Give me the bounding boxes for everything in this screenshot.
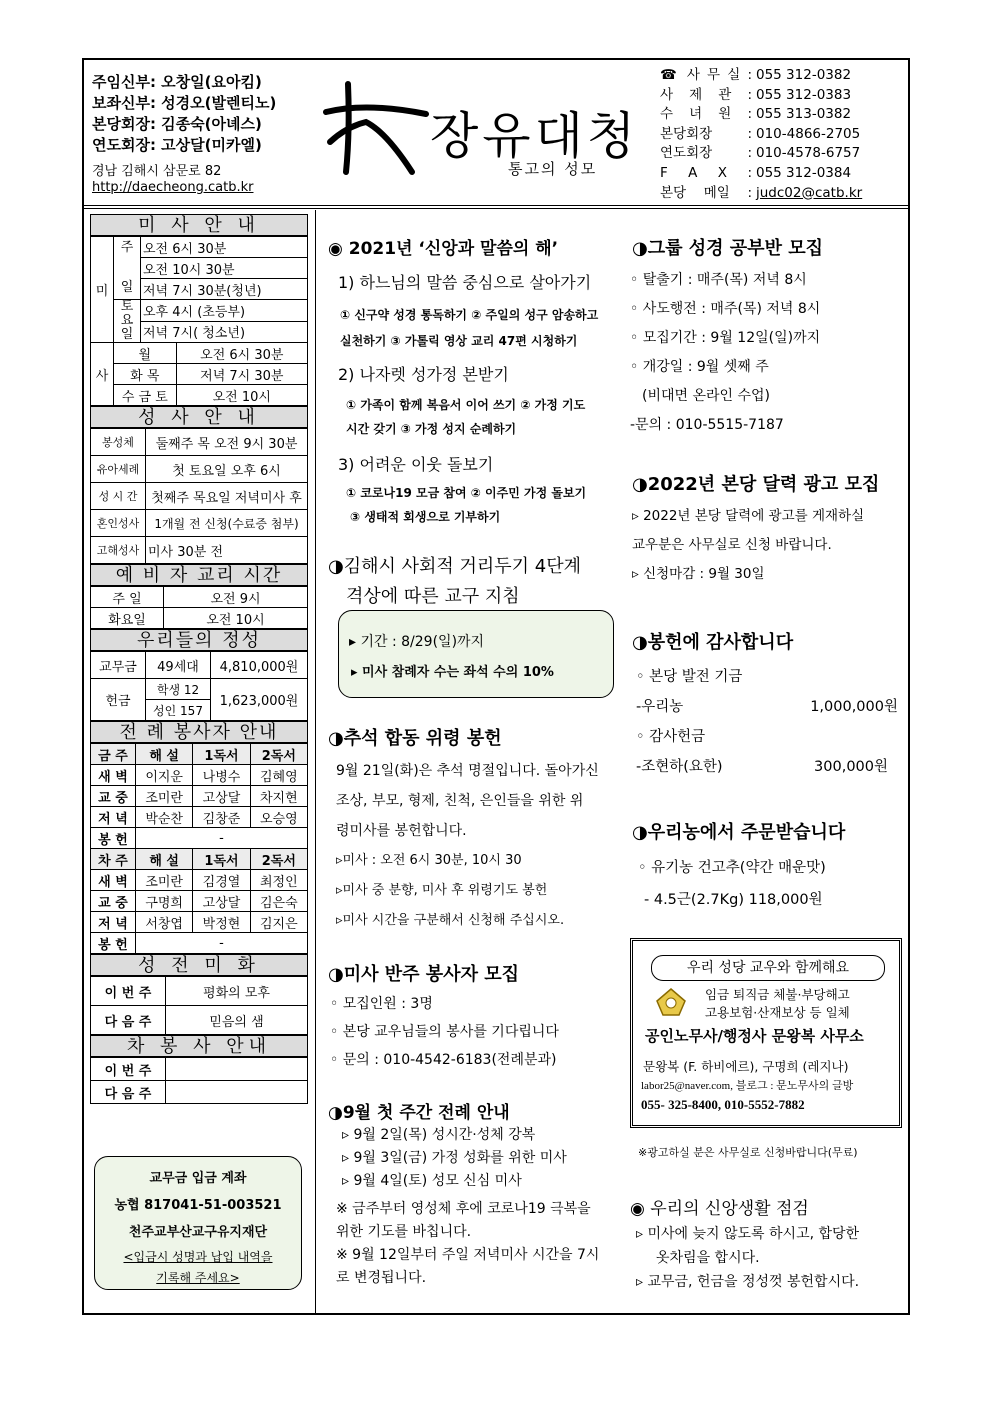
calendar-heading: ◑2022년 본당 달력 광고 모집 — [632, 474, 880, 495]
faith-check-heading: ◉ 우리의 신앙생활 점검 — [630, 1199, 809, 1219]
contact-rectory: 사 제 관 : 055 312-0383 — [660, 86, 852, 103]
sunday-label: 주 일 — [114, 237, 141, 300]
chuseok-body: 9월 21일(화)은 추석 명절입니다. 돌아가신 조상, 부모, 형제, 친척, 은인들을 위한 위 령미사를 봉헌합니다. ▹미사 : 오전 6시 30분, 10시 30 ▹미사 중 분향, 미사 후 위령기도 봉헌 ▹미사 시간을 구분해서 신청해 주십시오. — [336, 763, 599, 928]
calendar-body: ▹ 2022년 본당 달력에 광고를 게재하실 교우분은 사무실로 신청 바랍니다. ▹ 신청마감 : 9월 30일 — [632, 508, 865, 582]
bible-study-body: ◦ 탈출기 : 매주(목) 저녁 8시 ◦ 사도행전 : 매주(목) 저녁 8시 ◦ 모집기간 : 9월 12일(일)까지 ◦ 개강일 : 9월 셋째 주 (비대면 온라인 수업) -문의 : 010-5515-7187 — [630, 272, 821, 433]
distancing-heading: ◑김해시 사회적 거리두기 4단계 — [328, 556, 581, 577]
ad-title: 우리 성당 교우와 함께해요 — [651, 955, 885, 981]
website-link[interactable]: http://daecheong.catb.kr — [92, 180, 254, 195]
offering-title: 우리들의 정성 — [90, 629, 308, 651]
contact-list — [660, 66, 862, 203]
column-divider — [315, 210, 316, 1315]
september-notes: ※ 금주부터 영성체 후에 코로나19 극복을 위한 기도를 바칩니다. ※ 9월 12일부터 주일 저녁미사 시간을 7시 로 변경됩니다. — [336, 1201, 600, 1286]
parish-subtitle: 통고의 성모 — [508, 160, 598, 178]
cross-logo-icon — [316, 72, 436, 182]
offering-table: 교무금 49세대 4,810,000원 헌금 학생 12 1,623,000원 성인 157 — [90, 651, 308, 721]
saturday-label: 토 요 일 — [114, 300, 141, 343]
contact-chair: 본당회장 : 010-4866-2705 — [660, 125, 861, 142]
catechism-title: 예 비 자 교리 시간 — [90, 564, 308, 586]
theme-1: 1) 하느님의 말씀 중심으로 살아가기 — [338, 273, 592, 292]
contact-mail: 본당 메일 : judc02@catb.kr — [660, 184, 863, 201]
year-heading: ◉ 2021년 ‘신앙과 말씀의 해’ — [328, 239, 559, 259]
thanks-heading: ◑봉헌에 감사합니다 — [632, 632, 794, 653]
theme-3: 3) 어려운 이웃 돌보기 — [338, 455, 494, 474]
contact-union: 연도회장 : 010-4578-6757 — [660, 145, 861, 162]
left-column — [90, 214, 308, 1104]
mass-side-mi: 미 — [91, 237, 114, 343]
labor-office-ad: 우리 성당 교우와 함께해요 임금 퇴직금 체불·부당해고 고용보험·산재보상 등 일체 공인노무사/행정사 문왕복 사무소 문왕복 (F. 하비에르), 구명희 (레지나) labor25@naver.com, 블로그 : 문노무사의 글방 055- 325-8400, 010-5552-7882 — [630, 938, 902, 1128]
accompanist-heading: ◑미사 반주 봉사자 모집 — [328, 964, 519, 985]
flower-table: 이 번 주 평화의 모후 다 음 주 믿음의 샘 — [90, 976, 308, 1035]
bible-study-heading: ◑그룹 성경 공부반 모집 — [632, 238, 823, 259]
priest: 주임신부: 오창일(요아킴) — [92, 73, 262, 91]
sacrament-table: 봉성체 둘째주 목 오전 9시 30분 유아세례 첫 토요일 오후 6시 성 시 간 첫째주 목요일 저녁미사 후 혼인성사 1개월 전 신청(수료증 첨부) 고해성사 미사 30분 전 — [90, 428, 308, 564]
faith-check-body: ▹ 미사에 늦지 않도록 하시고, 합당한 옷차림을 합시다. ▹ 교무금, 헌금을 정성껏 봉헌합시다. — [636, 1226, 860, 1290]
union-chair: 연도회장: 고상달(미카엘) — [92, 136, 262, 154]
assistant-priest: 보좌신부: 성경오(발렌티노) — [92, 94, 277, 112]
woorinong-body: ◦ 유기농 건고추(약간 매운맛) - 4.5근(2.7Kg) 118,000원 — [638, 860, 826, 908]
accompanist-body: ◦ 모집인원 : 3명 ◦ 본당 교우님들의 봉사를 기다립니다 ◦ 문의 : 010-4542-6183(전례분과) — [330, 996, 559, 1068]
driver-title: 차 봉 사 안내 — [90, 1035, 308, 1057]
driver-table: 이 번 주 다 음 주 — [90, 1057, 308, 1104]
contact-convent: 수 녀 원 : 055 313-0382 — [660, 106, 852, 123]
address: 경남 김해시 삼문로 82 — [92, 164, 222, 179]
labor-emblem-icon — [655, 987, 687, 1017]
bank-account-box: 교무금 입금 계좌 농협 817041-51-003521 천주교부산교구유지재단 <입금시 성명과 납입 내역을 기록해 주세요> — [94, 1156, 302, 1290]
liturgy-title: 전 례 봉사자 안내 — [90, 721, 308, 743]
flower-title: 성 전 미 화 — [90, 954, 308, 976]
header-divider-2 — [82, 208, 910, 209]
parish-chair: 본당회장: 김종숙(아녜스) — [92, 115, 262, 133]
catechism-table: 주 일 오전 9시 화요일 오전 10시 — [90, 586, 308, 629]
thanks-body: ◦ 본당 발전 기금 -우리농 1,000,000원 ◦ 감사헌금 -조현하(요한) 300,000원 — [636, 669, 898, 775]
address-block — [92, 164, 253, 196]
contact-office: ☎ 사 무 실 : 055 312-0382 — [660, 67, 852, 83]
september-heading: ◑9월 첫 주간 전례 안내 — [328, 1103, 510, 1123]
distancing-box: ▸ 기간 : 8/29(일)까지 ▸ 미사 참례자 수는 좌석 수의 10% — [338, 610, 614, 698]
woorinong-heading: ◑우리농에서 주문받습니다 — [632, 822, 846, 843]
ad-note: ※광고하실 분은 사무실로 신청바랍니다(무료) — [638, 1146, 858, 1159]
theme-2: 2) 나자렛 성가정 본받기 — [338, 365, 509, 384]
clergy-list — [92, 72, 276, 156]
mass-table: 미 주 일 오전 6시 30분 오전 10시 30분 저녁 7시 30분(청년) 토 요 일 오후 4시 (초등부) 저녁 7시( 청소년) 사 월 오전 6시 30분 화 목 저녁 7시 30분 수 금 토 오전 10시 — [90, 236, 308, 406]
header-divider — [82, 205, 910, 206]
september-body: ▹ 9월 2일(목) 성시간·성체 강복 ▹ 9월 3일(금) 가정 성화를 위한 미사 ▹ 9월 4일(토) 성모 신심 미사 — [342, 1127, 567, 1189]
parish-title: 장유대청 — [430, 107, 640, 165]
liturgy-table: 금 주 해 설 1독서 2독서 새 벽 이지운 나병수 김혜영 교 중 조미란 고상달 차지현 저 녁 박순찬 김창준 오승영 봉 헌 - 차 주 해 설 1독서 2독서 새 벽 조미란 김경열 최정인 교 중 구명희 고상달 김은숙 저 녁 서창엽 박정현 김지은 봉 헌 - — [90, 743, 308, 954]
contact-fax: F A X : 055 312-0384 — [660, 164, 852, 181]
mass-title: 미 사 안 내 — [90, 214, 308, 236]
sacrament-title: 성 사 안 내 — [90, 406, 308, 428]
chuseok-heading: ◑추석 합동 위령 봉헌 — [328, 728, 502, 749]
mass-side-sa: 사 — [91, 343, 114, 406]
